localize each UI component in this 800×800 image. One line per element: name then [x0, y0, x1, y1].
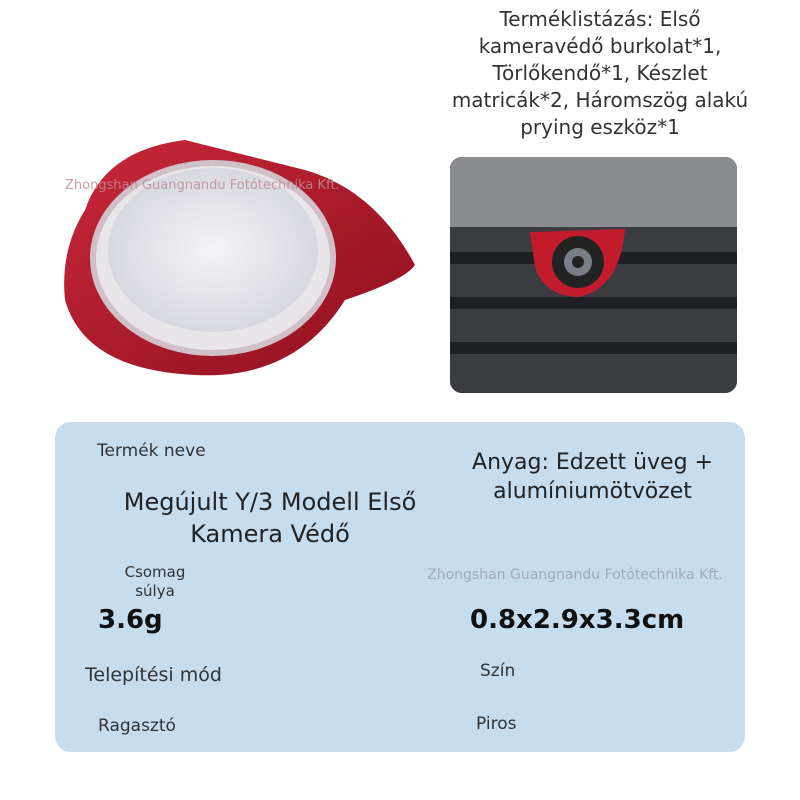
product-name-label: Termék neve: [97, 441, 206, 461]
install-value: Ragasztó: [98, 716, 176, 736]
product-name-value: Megújult Y/3 Modell Első Kamera Védő: [123, 488, 417, 548]
package-contents: Terméklistázás: Első kameravédő burkolat*1, Törlőkendő*1, Készlet matricák*2, Háromszög alakú prying eszköz*1: [451, 7, 749, 139]
product-image: [45, 130, 435, 400]
install-label: Telepítési mód: [85, 664, 222, 686]
size-value: 0.8x2.9x3.3cm: [470, 605, 685, 635]
material-value: Anyag: Edzett üveg + alumíniumötvözet: [472, 450, 713, 504]
color-value: Piros: [476, 714, 517, 734]
installed-camera-photo: [450, 157, 737, 393]
color-label: Szín: [480, 661, 516, 681]
watermark: Zhongshan Guangnandu Fotótechnika Kft.: [65, 178, 340, 193]
weight-value: 3.6g: [98, 605, 163, 635]
watermark: Zhongshan Guangnandu Fotótechnika Kft.: [427, 567, 723, 583]
weight-label: Csomag súlya: [124, 563, 186, 600]
